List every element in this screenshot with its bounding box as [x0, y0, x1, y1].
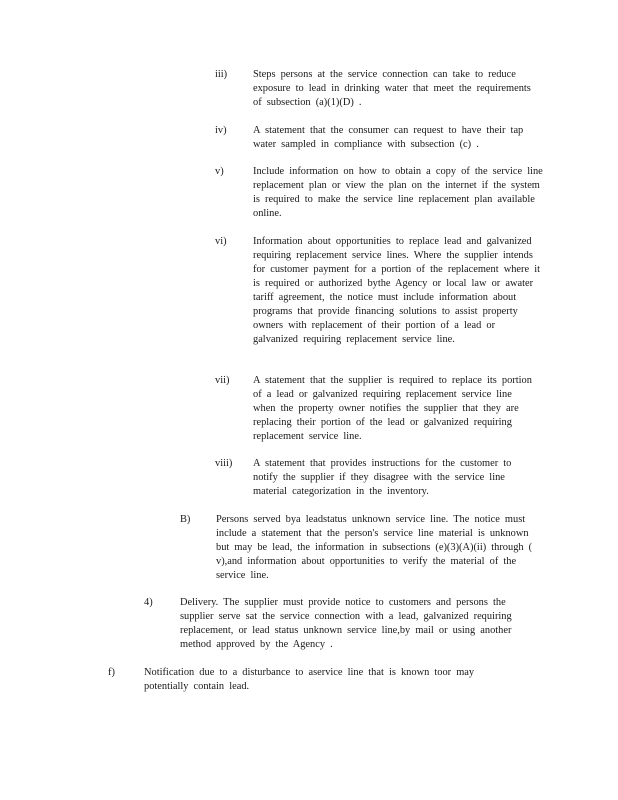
item-text-4: Delivery. The supplier must provide notice to customers and persons the supplier serve sat the service connection with a lead, galvanized requiring replacement, or lead status unknown service line,by mail or using another method approved by the Agency . — [180, 597, 512, 650]
item-label-vii: vii) — [215, 375, 230, 386]
item-label-vi: vi) — [215, 236, 227, 247]
item-text-b: Persons served bya leadstatus unknown service line. The notice must include a statement that the person's service line material is unknown but may be lead, the information in subsections (e)(3)(A)(ii) through ( v),and information about opportunities to verify the material of the service line. — [216, 514, 533, 581]
item-text-vii: A statement that the supplier is required to replace its portion of a lead or galvanized requiring replacement service line when the property owner notifies the supplier that they are replacing their portion of the lead or galvanized requiring replacement service line. — [253, 375, 532, 442]
item-text-vi: Information about opportunities to replace lead and galvanized requiring replacement service lines. Where the supplier intends for customer payment for a portion of the replacement where it is required or authorized bythe Agency or local law or awater tariff agreement, the notice must include information about programs that provide financing solutions to assist property owners with replacement of their portion of a lead or galvanized requiring replacement service line. — [253, 236, 540, 345]
item-text-viii: A statement that provides instructions for the customer to notify the supplier if they disagree with the service line material categorization in the inventory. — [253, 458, 512, 497]
item-label-f: f) — [108, 667, 115, 678]
item-text-v: Include information on how to obtain a copy of the service line replacement plan or view the plan on the internet if the system is required to make the service line replacement plan available online. — [253, 166, 543, 219]
item-label-4: 4) — [144, 597, 153, 608]
item-text-f: Notification due to a disturbance to aservice line that is known toor may potentially contain lead. — [144, 667, 475, 692]
item-text-iv: A statement that the consumer can request to have their tap water sampled in compliance with subsection (c) . — [253, 125, 524, 150]
item-text-iii: Steps persons at the service connection can take to reduce exposure to lead in drinking water that meet the requirements of subsection (a)(1)(D) . — [253, 69, 531, 108]
item-label-viii: viii) — [215, 458, 233, 469]
item-label-iv: iv) — [215, 125, 227, 136]
item-label-v: v) — [215, 166, 224, 177]
item-label-iii: iii) — [215, 69, 228, 80]
item-label-b: B) — [180, 514, 191, 525]
